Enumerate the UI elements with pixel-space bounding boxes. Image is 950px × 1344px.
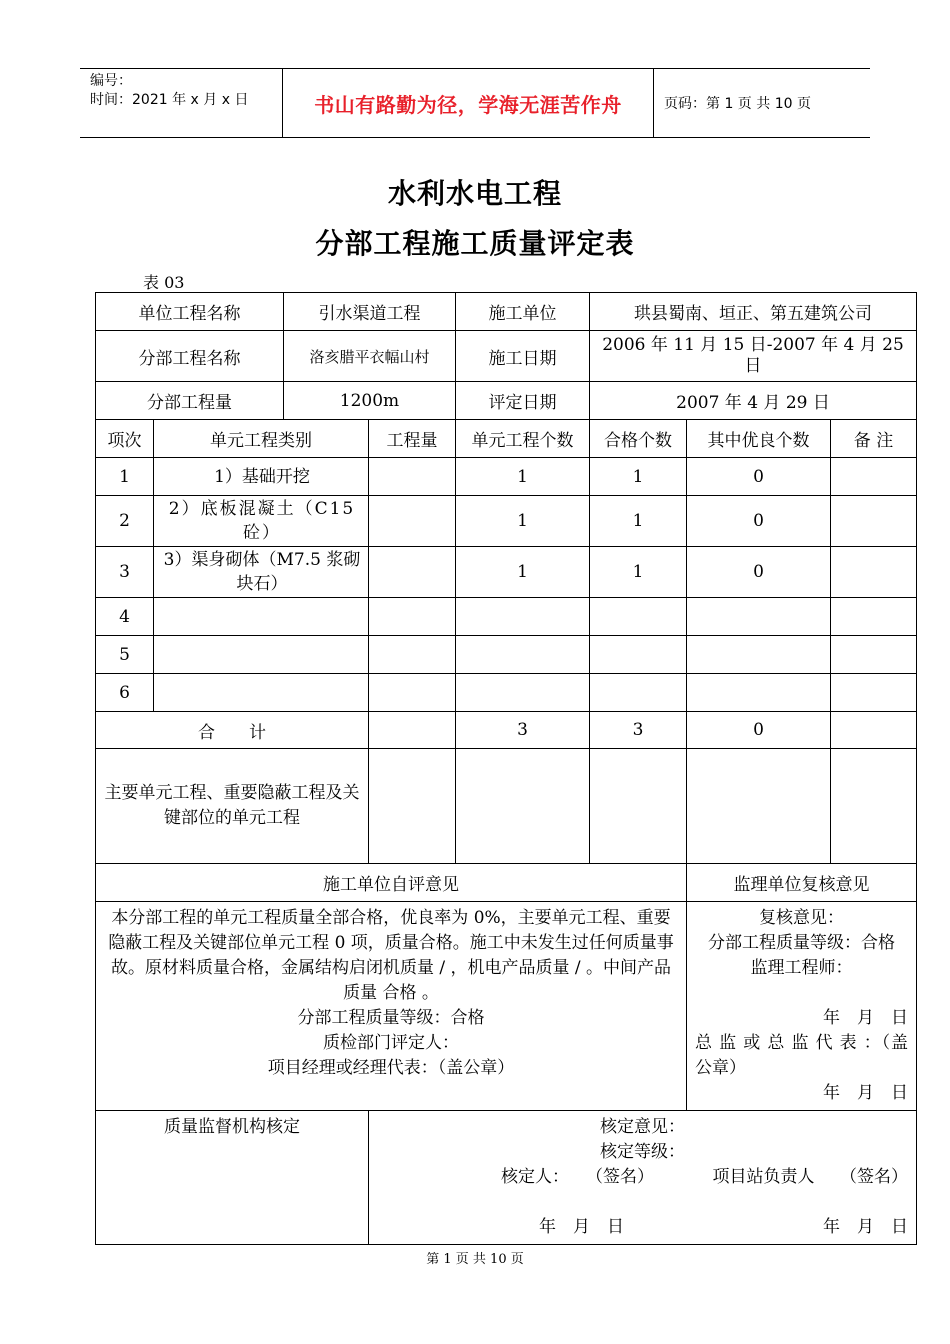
row-note xyxy=(831,496,917,547)
construction-date-label: 施工日期 xyxy=(456,331,590,382)
row-units: 1 xyxy=(456,496,590,547)
self-eval-block xyxy=(96,902,687,1111)
supervision-engineer: 监理工程师： xyxy=(750,958,853,978)
total-note xyxy=(831,712,917,749)
table-row xyxy=(96,636,917,674)
row-type xyxy=(154,674,369,712)
quality-supervision-block xyxy=(369,1111,917,1245)
total-units: 3 xyxy=(456,712,590,749)
key-units-excellent xyxy=(687,749,831,864)
self-eval-inspector: 质检部门评定人： xyxy=(323,1033,459,1053)
supervision-block xyxy=(687,902,917,1111)
supervision-grade: 分部工程质量等级：合格 xyxy=(708,933,895,953)
row-note xyxy=(831,598,917,636)
row-no: 2 xyxy=(96,496,154,547)
unit-project-label: 单位工程名称 xyxy=(96,293,284,331)
row-no: 4 xyxy=(96,598,154,636)
supervision-heading: 监理单位复核意见 xyxy=(687,864,917,902)
col-excellent: 其中优良个数 xyxy=(687,420,831,458)
table-row xyxy=(96,496,917,547)
qs-dates xyxy=(377,1215,908,1240)
row-units: 1 xyxy=(456,458,590,496)
qs-date-left: 年 月 日 xyxy=(539,1217,624,1237)
supervision-chief: 总 监 或 总 监 代 表 ：（盖公章） xyxy=(695,1033,908,1078)
row-no: 3 xyxy=(96,547,154,598)
header-meta xyxy=(80,69,283,137)
key-units-count xyxy=(456,749,590,864)
row-qty xyxy=(369,458,456,496)
table-row xyxy=(96,458,917,496)
total-qty xyxy=(369,712,456,749)
key-units-note xyxy=(831,749,917,864)
row-pass: 1 xyxy=(590,547,687,598)
col-note: 备 注 xyxy=(831,420,917,458)
contractor-value: 珙县蜀南、垣正、第五建筑公司 xyxy=(590,293,917,331)
number-label: 编号： xyxy=(90,73,132,89)
sub-project-value: 洛亥腊平衣幅山村 xyxy=(284,331,456,382)
info-row-1 xyxy=(96,293,917,331)
form-number: 表 03 xyxy=(143,273,185,292)
contractor-label: 施工单位 xyxy=(456,293,590,331)
qs-signers xyxy=(377,1165,908,1190)
row-no: 5 xyxy=(96,636,154,674)
construction-date-value: 2006 年 11 月 15 日-2007 年 4 月 25 日 xyxy=(590,331,917,382)
row-type: 2）底板混凝土（C15 砼） xyxy=(154,496,369,547)
opinion-heading-row xyxy=(96,864,917,902)
row-excellent xyxy=(687,598,831,636)
row-pass xyxy=(590,674,687,712)
date-text: 年 月 日 xyxy=(823,1008,908,1028)
document-header xyxy=(80,68,870,138)
row-note xyxy=(831,547,917,598)
qs-date-right: 年 月 日 xyxy=(823,1217,908,1237)
total-label: 合 计 xyxy=(96,712,369,749)
total-excellent: 0 xyxy=(687,712,831,749)
row-units xyxy=(456,598,590,636)
col-pass: 合格个数 xyxy=(590,420,687,458)
eval-date-value: 2007 年 4 月 29 日 xyxy=(590,382,917,420)
row-note xyxy=(831,636,917,674)
opinion-content-row xyxy=(96,902,917,1111)
key-units-row xyxy=(96,749,917,864)
self-eval-grade: 分部工程质量等级：合格 xyxy=(297,1008,485,1028)
date-text: 年 月 日 xyxy=(823,1083,908,1103)
row-units: 1 xyxy=(456,547,590,598)
self-eval-manager: 项目经理或经理代表：（盖公章） xyxy=(267,1058,515,1078)
row-units xyxy=(456,674,590,712)
row-excellent xyxy=(687,674,831,712)
total-pass: 3 xyxy=(590,712,687,749)
eval-date-label: 评定日期 xyxy=(456,382,590,420)
table-row xyxy=(96,547,917,598)
supervision-date-2 xyxy=(695,1081,908,1106)
col-units: 单元工程个数 xyxy=(456,420,590,458)
self-eval-heading: 施工单位自评意见 xyxy=(96,864,687,902)
motto: 书山有路勤为径，学海无涯苦作舟 xyxy=(314,92,622,117)
row-units xyxy=(456,636,590,674)
total-row xyxy=(96,712,917,749)
row-type: 3）渠身砌体（M7.5 浆砌块石） xyxy=(154,547,369,598)
quality-supervision-row xyxy=(96,1111,917,1245)
row-qty xyxy=(369,547,456,598)
row-pass xyxy=(590,598,687,636)
row-pass: 1 xyxy=(590,458,687,496)
qs-opinion: 核定意见： xyxy=(600,1117,685,1137)
page-info: 页码：第 1 页 共 10 页 xyxy=(664,96,811,112)
page-footer: 第 1 页 共 10 页 xyxy=(426,1252,524,1267)
col-qty: 工程量 xyxy=(369,420,456,458)
row-qty xyxy=(369,674,456,712)
motto-cell xyxy=(283,69,654,137)
row-excellent: 0 xyxy=(687,547,831,598)
row-excellent xyxy=(687,636,831,674)
row-qty xyxy=(369,598,456,636)
row-pass xyxy=(590,636,687,674)
col-no: 项次 xyxy=(96,420,154,458)
row-pass: 1 xyxy=(590,496,687,547)
evaluation-table xyxy=(95,292,917,1245)
supervision-opinion: 复核意见： xyxy=(759,908,844,928)
quantity-label: 分部工程量 xyxy=(96,382,284,420)
key-units-pass xyxy=(590,749,687,864)
row-excellent: 0 xyxy=(687,496,831,547)
page-title-line1: 水利水电工程 xyxy=(387,177,562,210)
page-title-line2: 分部工程施工质量评定表 xyxy=(315,227,635,260)
qs-grade: 核定等级： xyxy=(600,1142,685,1162)
sub-project-label: 分部工程名称 xyxy=(96,331,284,382)
table-row xyxy=(96,598,917,636)
info-row-2 xyxy=(96,331,917,382)
self-eval-text: 本分部工程的单元工程质量全部合格，优良率为 0%，主要单元工程、重要隐蔽工程及关键部位单元工程 0 项，质量合格。施工中未发生过任何质量事故。原材料质量合格，金属结构启闭机质量 / ，机电产品质量 / 。中间产品质量 合格 。 xyxy=(108,908,674,1003)
key-units-label: 主要单元工程、重要隐蔽工程及关键部位的单元工程 xyxy=(96,749,369,864)
row-note xyxy=(831,674,917,712)
qs-station-head: 项目站负责人 （签名） xyxy=(712,1167,908,1187)
col-type: 单元工程类别 xyxy=(154,420,369,458)
row-excellent: 0 xyxy=(687,458,831,496)
supervision-date-1 xyxy=(695,1006,908,1031)
row-qty xyxy=(369,496,456,547)
date-line: 时间：2021 年 x 月 x 日 xyxy=(90,92,249,108)
row-qty xyxy=(369,636,456,674)
row-note xyxy=(831,458,917,496)
quality-supervision-label: 质量监督机构核定 xyxy=(96,1111,369,1245)
row-type xyxy=(154,598,369,636)
info-row-3 xyxy=(96,382,917,420)
row-no: 6 xyxy=(96,674,154,712)
column-header-row xyxy=(96,420,917,458)
table-row xyxy=(96,674,917,712)
quantity-value: 1200m xyxy=(284,382,456,420)
unit-project-value: 引水渠道工程 xyxy=(284,293,456,331)
page-info-cell xyxy=(654,69,870,137)
row-no: 1 xyxy=(96,458,154,496)
row-type: 1）基础开挖 xyxy=(154,458,369,496)
row-type xyxy=(154,636,369,674)
qs-verifier: 核定人： （签名） xyxy=(501,1167,654,1187)
key-units-qty xyxy=(369,749,456,864)
